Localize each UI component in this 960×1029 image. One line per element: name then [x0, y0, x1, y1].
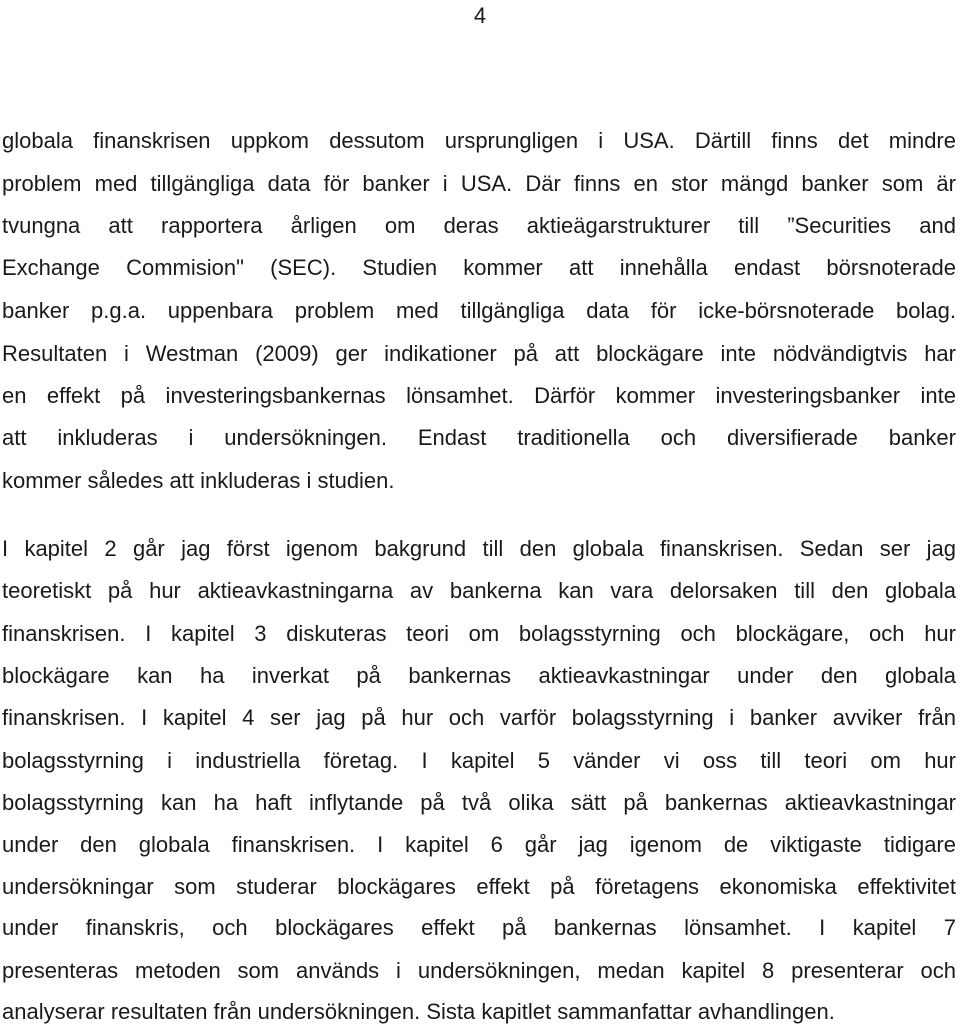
text-line: finanskrisen. I kapitel 3 diskuteras teori om bolagsstyrning och blockägare, och hur: [2, 621, 956, 646]
text-line: teoretiskt på hur aktieavkastningarna av bankerna kan vara delorsaken till den globala: [2, 578, 956, 603]
text-line: att inkluderas i undersökningen. Endast traditionella och diversifierade banker: [2, 425, 956, 450]
text-line: banker p.g.a. uppenbara problem med tillgängliga data för icke-börsnoterade bolag.: [2, 298, 956, 323]
text-line: tvungna att rapportera årligen om deras aktieägarstrukturer till ”Securities and: [2, 213, 956, 238]
text-line: problem med tillgängliga data för banker i USA. Där finns en stor mängd banker som är: [2, 171, 956, 196]
text-line: blockägare kan ha inverkat på bankernas aktieavkastningar under den globala: [2, 663, 956, 688]
text-line: bolagsstyrning kan ha haft inflytande på två olika sätt på bankernas aktieavkastningar: [2, 790, 956, 815]
text-line: bolagsstyrning i industriella företag. I kapitel 5 vänder vi oss till teori om hur: [2, 748, 956, 773]
text-line: analyserar resultaten från undersökningen. Sista kapitlet sammanfattar avhandlingen.: [2, 999, 835, 1024]
text-line: presenteras metoden som används i undersökningen, medan kapitel 8 presenterar och: [2, 958, 956, 983]
text-line: I kapitel 2 går jag först igenom bakgrund till den globala finanskrisen. Sedan ser jag: [2, 536, 956, 561]
text-line: under finanskris, och blockägares effekt på bankernas lönsamhet. I kapitel 7: [2, 915, 956, 940]
text-line: undersökningar som studerar blockägares effekt på företagens ekonomiska effektivitet: [2, 874, 956, 899]
text-line: kommer således att inkluderas i studien.: [2, 468, 395, 493]
text-line: Exchange Commision" (SEC). Studien kommer att innehålla endast börsnoterade: [2, 255, 956, 280]
text-line: en effekt på investeringsbankernas lönsamhet. Därför kommer investeringsbanker inte: [2, 383, 956, 408]
page-number: 4: [473, 3, 487, 28]
text-line: under den globala finanskrisen. I kapitel 6 går jag igenom de viktigaste tidigare: [2, 832, 956, 857]
text-line: finanskrisen. I kapitel 4 ser jag på hur och varför bolagsstyrning i banker avviker från: [2, 705, 956, 730]
text-line: globala finanskrisen uppkom dessutom ursprungligen i USA. Därtill finns det mindre: [2, 128, 956, 153]
text-line: Resultaten i Westman (2009) ger indikationer på att blockägare inte nödvändigtvis har: [2, 341, 956, 366]
